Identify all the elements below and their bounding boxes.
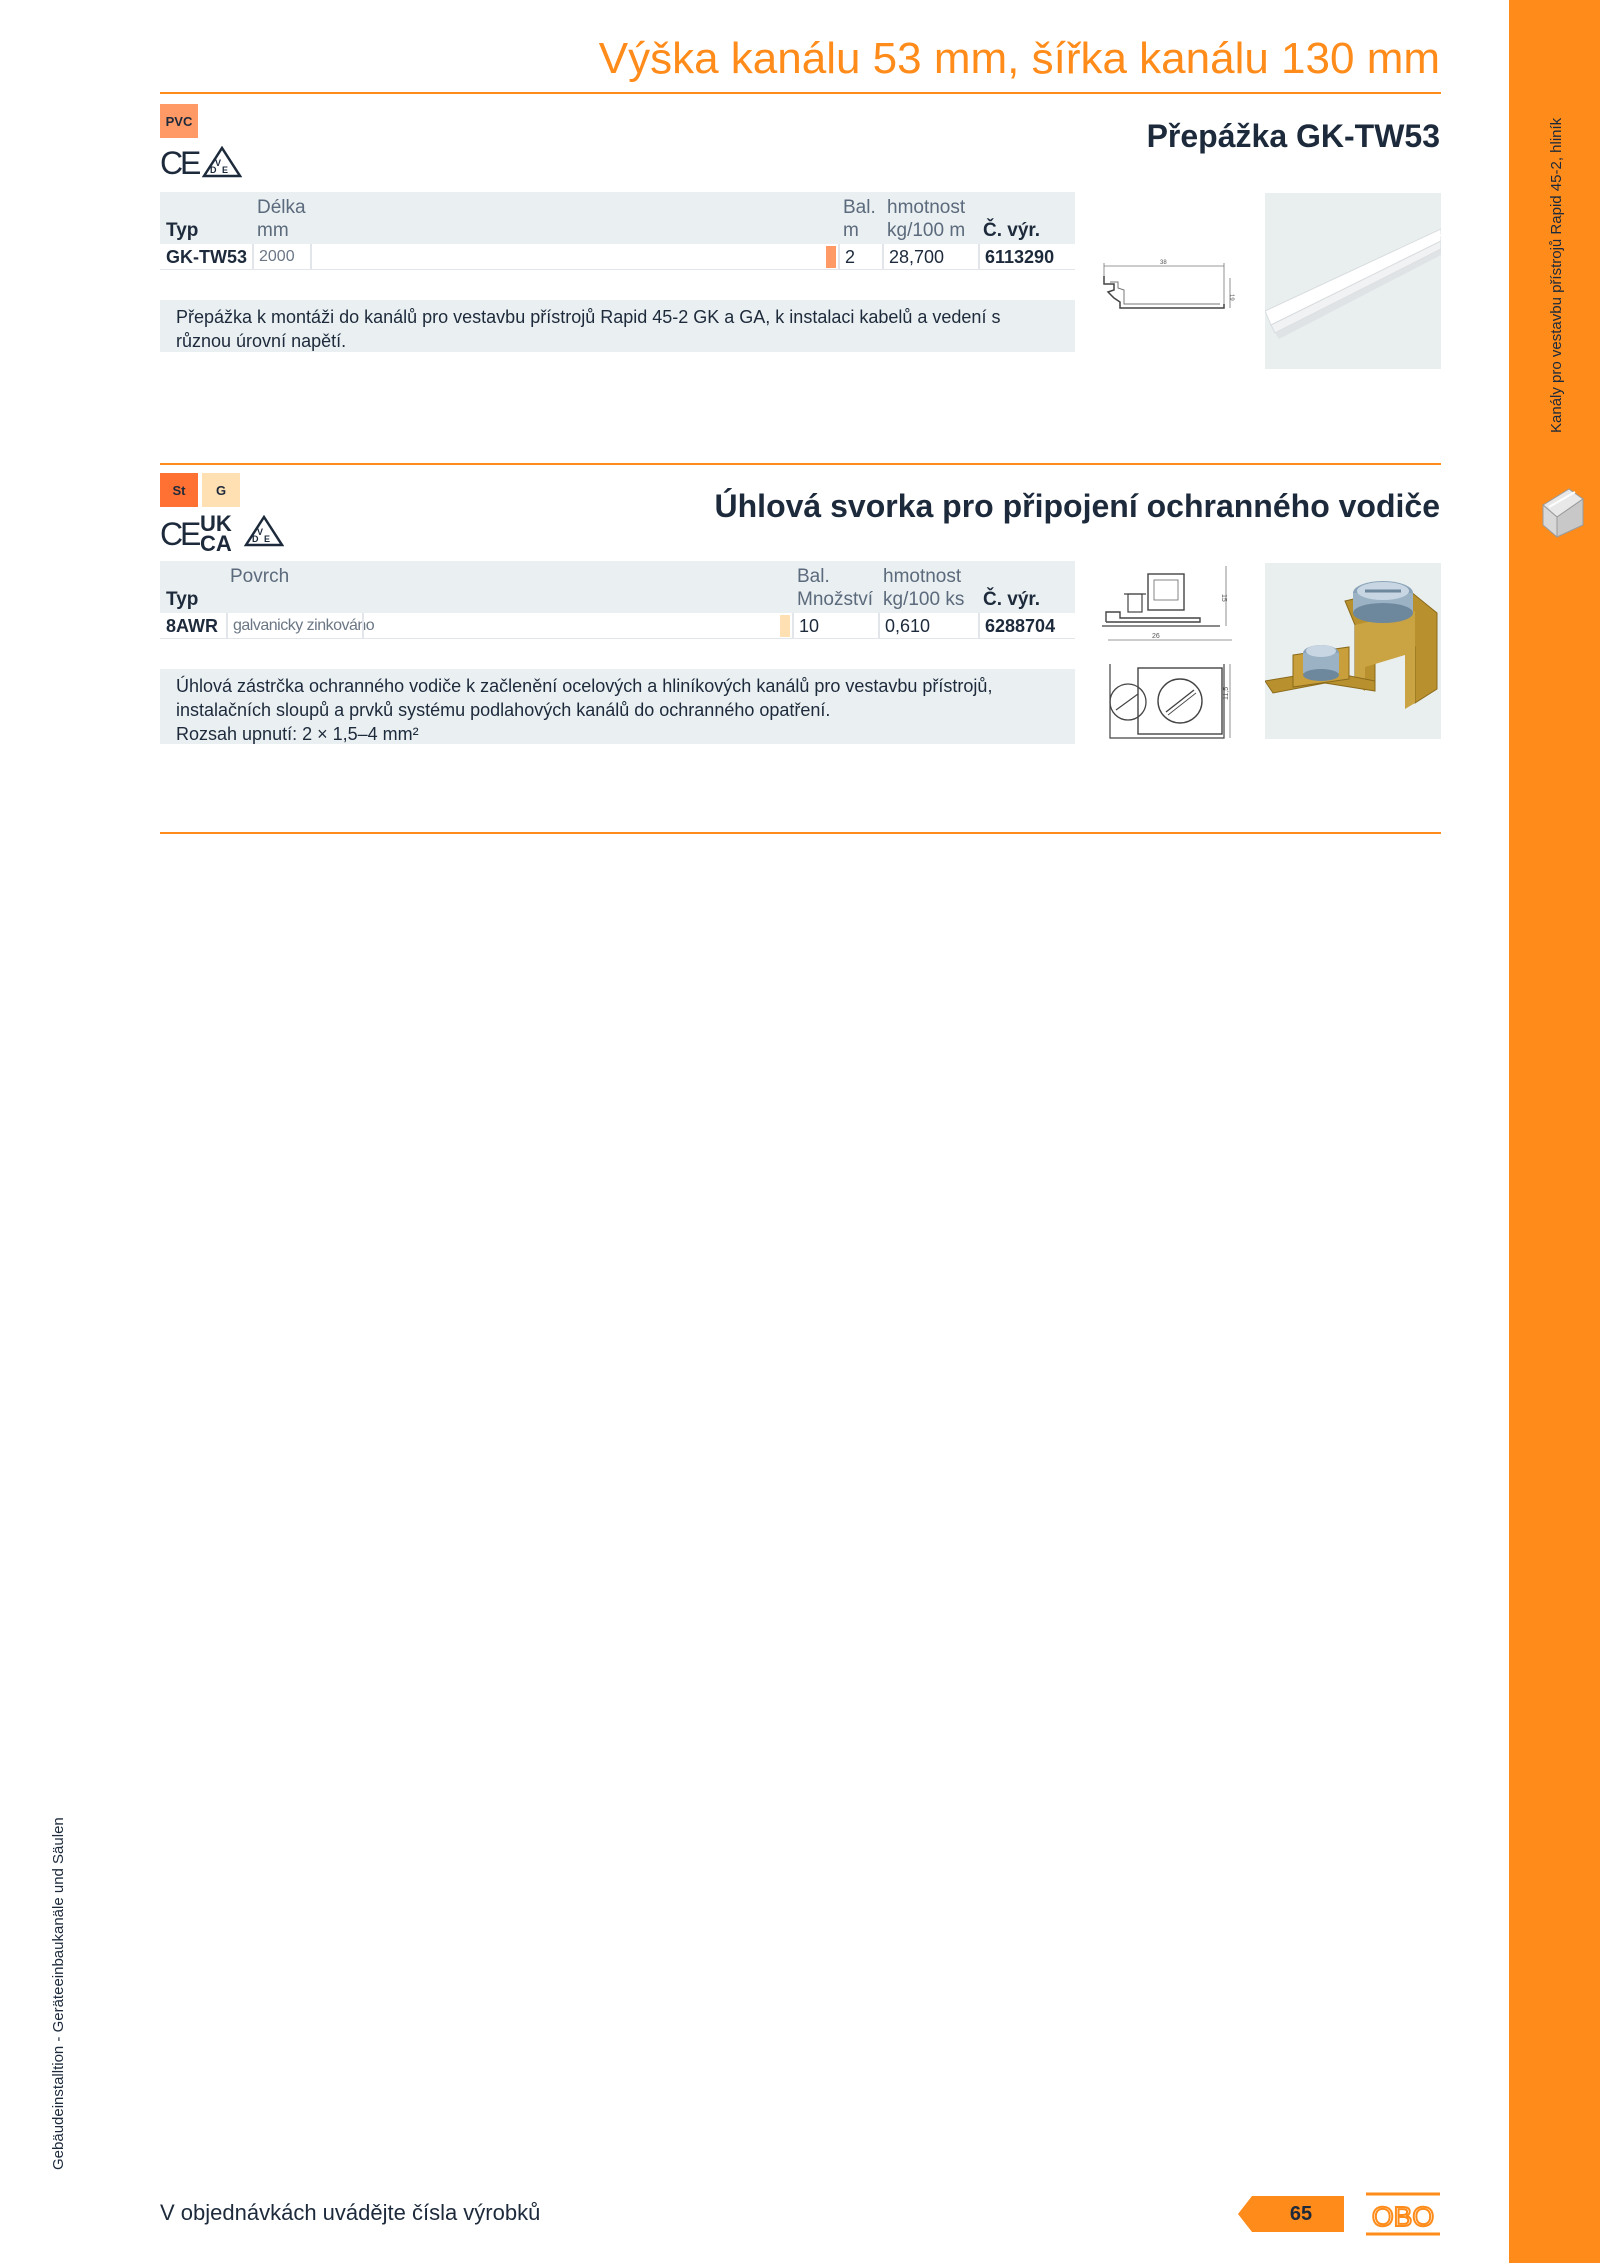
column-header-article-number: Č. výr.: [983, 220, 1041, 241]
description-line: Rozsah upnutí: 2 × 1,5–4 mm²: [176, 724, 419, 744]
cell-length: 2000: [252, 244, 310, 270]
product-title: Přepážka GK-TW53: [1146, 118, 1440, 154]
cell-type: 8AWR: [166, 616, 219, 636]
svg-text:E: E: [222, 165, 229, 175]
column-header-surface: Povrch: [230, 566, 290, 587]
product-title: Úhlová svorka pro připojení ochranného vodiče: [714, 488, 1440, 524]
cell-spacer: [310, 244, 836, 270]
channel-thumbnail-icon: [1539, 485, 1585, 539]
material-color-marker: [780, 615, 790, 637]
cell-weight: 0,610: [878, 613, 978, 639]
svg-text:V: V: [215, 158, 222, 168]
cell-article-number: 6288704: [978, 613, 1075, 639]
description-line: Úhlová zástrčka ochranného vodiče k začlenění ocelových a hliníkových kanálů pro vestavbu přístrojů, instalačních sloupů a prvků systému podlahových kanálů do ochranného opatření.: [176, 676, 993, 720]
svg-text:E: E: [180, 516, 202, 552]
svg-text:CA: CA: [200, 531, 232, 553]
page-title: Výška kanálu 53 mm, šířka kanálu 130 mm: [598, 34, 1440, 83]
dimension-height: 19: [1228, 294, 1234, 301]
svg-text:E: E: [264, 534, 271, 544]
dimension-width: 38: [1160, 260, 1167, 266]
cell-type: GK-TW53: [166, 247, 247, 267]
cell-surface: galvanicky zinkováno: [226, 613, 362, 639]
ce-vde-certification-icon: [160, 146, 242, 180]
page-number: 65: [1289, 2203, 1313, 2225]
material-color-marker: [826, 246, 836, 268]
dimension-depth: 11,5: [1223, 686, 1230, 700]
svg-text:UK: UK: [200, 511, 232, 536]
section-divider: [160, 463, 1441, 465]
table-row: [160, 244, 1075, 270]
column-header-article-number: Č. výr.: [983, 589, 1041, 610]
column-header-weight: hmotnost: [887, 197, 966, 218]
column-unit-packaging: Množství: [797, 589, 874, 610]
cell-article-number: 6113290: [978, 244, 1075, 270]
column-header-packaging: Bal.: [843, 197, 876, 218]
table-row: [160, 613, 1075, 639]
column-unit-length: mm: [257, 220, 289, 241]
column-header-type: Typ: [166, 220, 199, 241]
column-header-weight: hmotnost: [883, 566, 962, 587]
title-divider: [160, 92, 1441, 94]
column-header-length: Délka: [257, 197, 306, 218]
column-unit-weight: kg/100 ks: [883, 589, 965, 610]
svg-text:D: D: [210, 165, 217, 175]
obo-logo: [1364, 2192, 1442, 2236]
dimension-width: 26: [1152, 633, 1160, 640]
product-table-header: [160, 192, 1075, 246]
material-badge-galvanized: G: [202, 473, 240, 507]
material-badge-pvc: PVC: [160, 104, 198, 138]
material-badge-steel: St: [160, 473, 198, 507]
technical-drawing-clamp: [1100, 560, 1240, 742]
column-header-type: Typ: [166, 589, 199, 610]
cell-packaging: 10: [792, 613, 878, 639]
column-header-packaging: Bal.: [797, 566, 830, 587]
technical-drawing-divider: [1100, 256, 1240, 326]
cell-weight: 28,700: [882, 244, 978, 270]
cell-spacer: [362, 613, 792, 639]
product-photo-divider: [1265, 193, 1441, 369]
clamp-product-image: [1265, 563, 1441, 739]
product-description: [160, 669, 1075, 744]
product-photo-clamp: [1265, 563, 1441, 739]
svg-text:E: E: [180, 146, 202, 180]
dimension-height: 15: [1220, 594, 1227, 602]
column-unit-weight: kg/100 m: [887, 220, 966, 241]
product-description: Přepážka k montáži do kanálů pro vestavbu přístrojů Rapid 45-2 GK a GA, k instalaci kabelů a vedení s různou úrovní napětí.: [160, 300, 1075, 352]
svg-text:C: C: [160, 146, 184, 180]
svg-text:V: V: [257, 527, 264, 537]
section-divider: [160, 832, 1441, 834]
svg-text:C: C: [160, 516, 184, 552]
page-number-tab: [1238, 2196, 1344, 2232]
cell-packaging: 2: [838, 244, 882, 270]
svg-text:D: D: [252, 534, 259, 544]
divider-profile-image: [1265, 193, 1441, 369]
product-table-header: [160, 561, 1075, 615]
logo-wordmark: OBO: [1371, 2201, 1435, 2232]
column-unit-packaging: m: [843, 220, 859, 241]
ce-ukca-vde-certification-icon: [160, 511, 284, 553]
order-note: V objednávkách uvádějte čísla výrobků: [160, 2200, 541, 2225]
